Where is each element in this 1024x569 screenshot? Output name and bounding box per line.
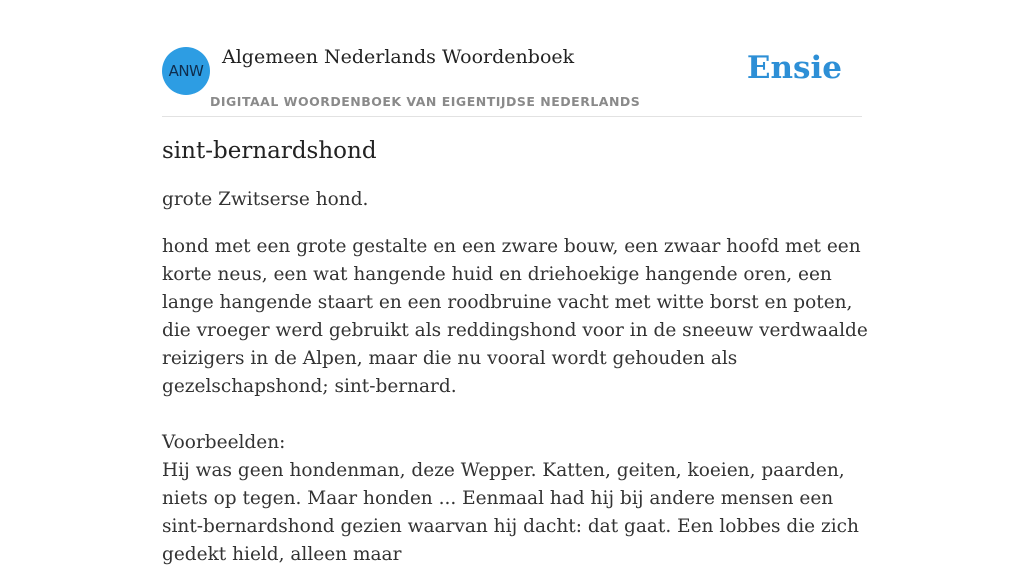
definition-text: hond met een grote gestalte en een zware bouw, een zwaar hoofd met een korte neus, een wat hangende huid en driehoekige hangende oren, een lange hangende staart en een roodbruine vacht met witte borst en poten, die vroeger werd gebruikt als reddingshond voor in de sneeuw verdwaalde reizigers in de Alpen, maar die nu vooral wordt gehouden als gezelschapshond; sint-bernard. xyxy=(162,236,868,397)
entry-content xyxy=(162,138,872,569)
anw-logo[interactable] xyxy=(162,47,210,95)
short-definition: grote Zwitserse hond. xyxy=(162,189,369,210)
ensie-brand-link[interactable]: Ensie xyxy=(746,50,842,86)
example-text: Hij was geen hondenman, deze Wepper. Katten, geiten, koeien, paarden, niets op tegen. Maar honden ... Eenmaal had hij bij andere mensen een sint-bernardshond gezien waarvan hij dacht: dat gaat. Een lobbes die zich gedekt hield, alleen maar xyxy=(162,460,859,565)
dictionary-subtitle: DIGITAAL WOORDENBOEK VAN EIGENTIJDSE NEDERLANDS xyxy=(210,94,641,109)
header xyxy=(162,40,862,117)
logo-text: ANW xyxy=(168,62,204,80)
examples-label: Voorbeelden: xyxy=(162,432,286,453)
dictionary-title[interactable]: Algemeen Nederlands Woordenboek xyxy=(222,46,575,68)
entry-headword: sint-bernardshond xyxy=(162,138,377,164)
